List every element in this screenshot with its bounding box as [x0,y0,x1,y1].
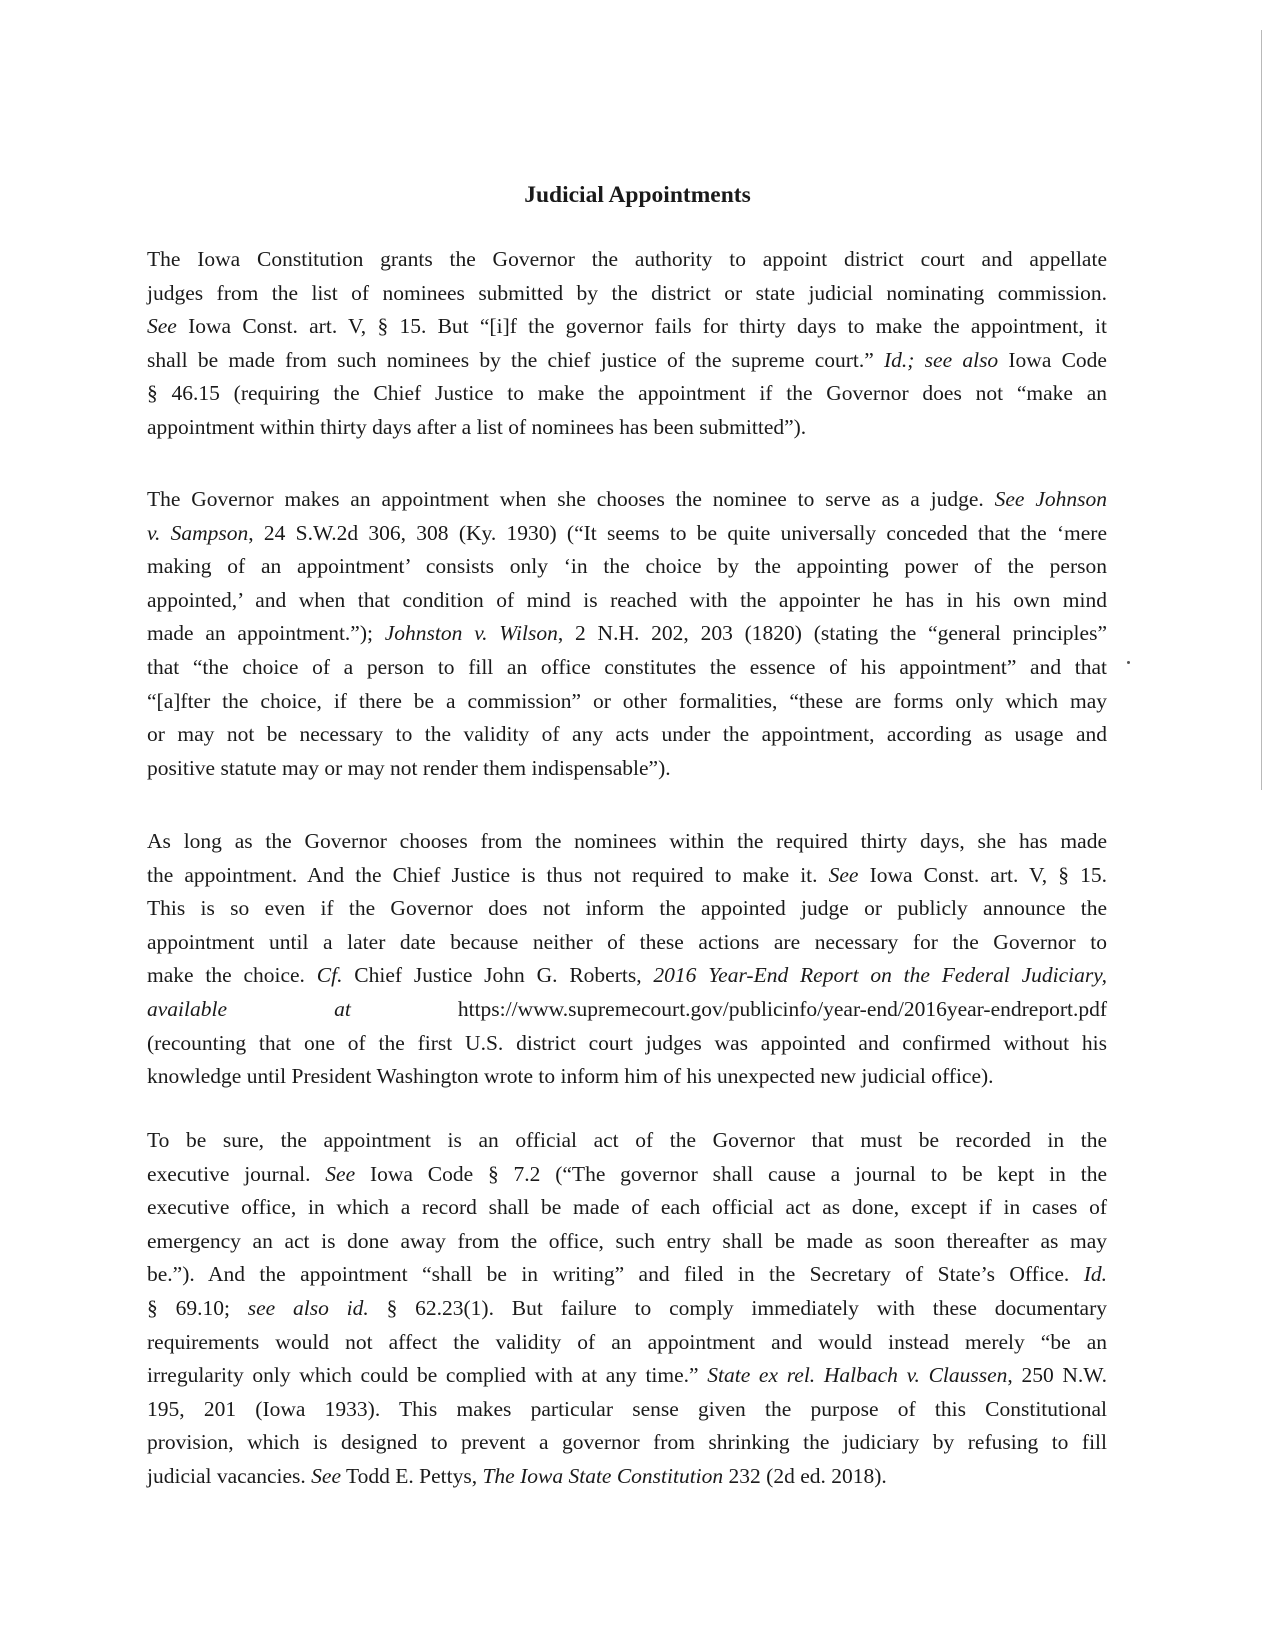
body-text: executive office, in which a record shall be made of each official act as done, except if in cases of [147,1195,1107,1220]
text-line [147,959,1107,993]
text-line [147,1426,1107,1460]
body-text: appointment within thirty days after a list of nominees has been submitted”). [147,414,807,439]
italic-citation-text: See [325,1161,356,1186]
page-title: Judicial Appointments [524,182,751,208]
text-line [147,344,1107,378]
body-text: making of an appointment’ consists only ‘in the choice by the appointing power of the person [147,554,1107,579]
text-line [147,993,1107,1027]
body-text: Iowa Const. art. V, § 15. But “[i]f the governor fails for thirty days to make the appointment, it [176,314,1107,339]
text-line [147,1359,1107,1393]
italic-citation-text: See [828,862,859,887]
italic-citation-text: see also id. [247,1295,369,1320]
text-line [147,685,1107,719]
body-text: that “the choice of a person to fill an office constitutes the essence of his appointment” and that [147,654,1107,679]
body-text: appointment until a later date because neither of these actions are necessary for the Governor to [147,929,1107,954]
text-line [147,1460,1107,1494]
text-line [147,1225,1107,1259]
italic-citation-text: 2016 Year-End Report on the Federal Judiciary, [653,963,1107,988]
italic-citation-text: State ex rel. Halbach v. Claussen [707,1363,1008,1388]
text-line [147,1060,1107,1094]
body-text: The Governor makes an appointment when she chooses the nominee to serve as a judge. [147,487,995,511]
body-text: This is so even if the Governor does not inform the appointed judge or publicly announce the [147,896,1107,921]
text-line [147,859,1107,893]
body-text: , 250 N.W. [1007,1363,1108,1388]
text-line [147,1158,1107,1192]
text-line [147,550,1107,584]
body-text: appointed,’ and when that condition of mind is reached with the appointer he has in his own mind [147,587,1107,612]
body-text: knowledge until President Washington wrote to inform him of his unexpected new judicial office). [147,1064,994,1089]
body-text: https://www.supremecourt.gov/publicinfo/year-end/2016year-endreport.pdf [350,996,1107,1021]
scan-edge-line [1261,30,1262,790]
text-line [147,892,1107,926]
text-line [147,377,1107,411]
body-text: , 24 S.W.2d 306, 308 (Ky. 1930) (“It seems to be quite universally conceded that the ‘mere [248,520,1107,545]
text-line [147,584,1107,618]
italic-citation-text: See [311,1463,342,1488]
body-text: irregularity only which could be complied with at any time.” [147,1363,708,1388]
text-line [147,1326,1107,1360]
text-line [147,718,1107,752]
body-text: As long as the Governor chooses from the nominees within the required thirty days, she has made [147,829,1107,853]
text-line [147,517,1107,551]
text-line [147,310,1107,344]
body-text: judges from the list of nominees submitted by the district or state judicial nominating commission. [147,280,1107,305]
body-text: executive journal. [147,1161,326,1186]
body-text: The Iowa Constitution grants the Governor the authority to appoint district court and appellate [147,247,1107,271]
body-text: emergency an act is done away from the office, such entry shall be made as soon thereafter as may [147,1228,1107,1253]
body-text: make the choice. [147,963,317,988]
italic-citation-text: Id. [1083,1262,1107,1287]
text-line [147,1124,1107,1158]
text-line [147,617,1107,651]
text-line [147,1191,1107,1225]
body-text: § 46.15 (requiring the Chief Justice to make the appointment if the Governor does not “make an [147,381,1107,406]
italic-citation-text: See [147,314,177,339]
body-text: (recounting that one of the first U.S. district court judges was appointed and confirmed without his [147,1030,1107,1055]
body-text: To be sure, the appointment is an official act of the Governor that must be recorded in the [147,1128,1107,1152]
body-text: requirements would not affect the validity of an appointment and would instead merely “be an [147,1329,1107,1354]
body-text: Chief Justice John G. Roberts, [342,963,654,988]
body-text: § 69.10; [147,1295,248,1320]
paragraph-1 [147,243,1107,445]
text-line [147,651,1107,685]
body-text: judicial vacancies. [147,1463,312,1488]
body-text: provision, which is designed to prevent a governor from shrinking the judiciary by refusing to fill [147,1430,1107,1455]
italic-citation-text: See Johnson [994,487,1107,511]
body-text: , 2 N.H. 202, 203 (1820) (stating the “general principles” [557,621,1107,646]
italic-citation-text: Johnston v. Wilson [384,621,558,646]
paragraph-2 [147,483,1107,785]
text-line [147,483,1107,517]
italic-citation-text: The Iowa State Constitution [482,1463,724,1488]
text-line [147,411,1107,445]
italic-citation-text: Cf. [316,963,343,988]
body-text: Todd E. Pettys, [341,1463,483,1488]
italic-citation-text: available at [147,996,351,1021]
body-text: “[a]fter the choice, if there be a commission” or other formalities, “these are forms only which may [147,688,1107,713]
body-text: or may not be necessary to the validity of any acts under the appointment, according as usage and [147,722,1107,747]
text-line [147,825,1107,859]
body-text: 232 (2d ed. 2018). [723,1463,887,1488]
body-text: positive statute may or may not render them indispensable”). [147,755,671,780]
italic-citation-text: v. Sampson [147,520,249,545]
body-text: § 62.23(1). But failure to comply immediately with these documentary [368,1295,1107,1320]
body-text: made an appointment.”); [147,621,385,646]
text-line [147,1292,1107,1326]
body-text: the appointment. And the Chief Justice is thus not required to make it. [147,862,829,887]
body-text: 195, 201 (Iowa 1933). This makes particular sense given the purpose of this Constitutional [147,1396,1107,1421]
text-line [147,926,1107,960]
body-text: Iowa Code [998,347,1107,372]
scan-speck [1127,661,1130,664]
text-line [147,1393,1107,1427]
paragraph-4 [147,1124,1107,1494]
body-text: Iowa Code § 7.2 (“The governor shall cause a journal to be kept in the [355,1161,1107,1186]
italic-citation-text: Id.; see also [884,347,999,372]
text-line [147,752,1107,786]
body-text: Iowa Const. art. V, § 15. [858,862,1107,887]
text-line [147,277,1107,311]
body-text: be.”). And the appointment “shall be in writing” and filed in the Secretary of State’s Office. [147,1262,1084,1287]
paragraph-3 [147,825,1107,1094]
text-line [147,243,1107,277]
text-line [147,1258,1107,1292]
text-line [147,1027,1107,1061]
body-text: shall be made from such nominees by the chief justice of the supreme court.” [147,347,885,372]
